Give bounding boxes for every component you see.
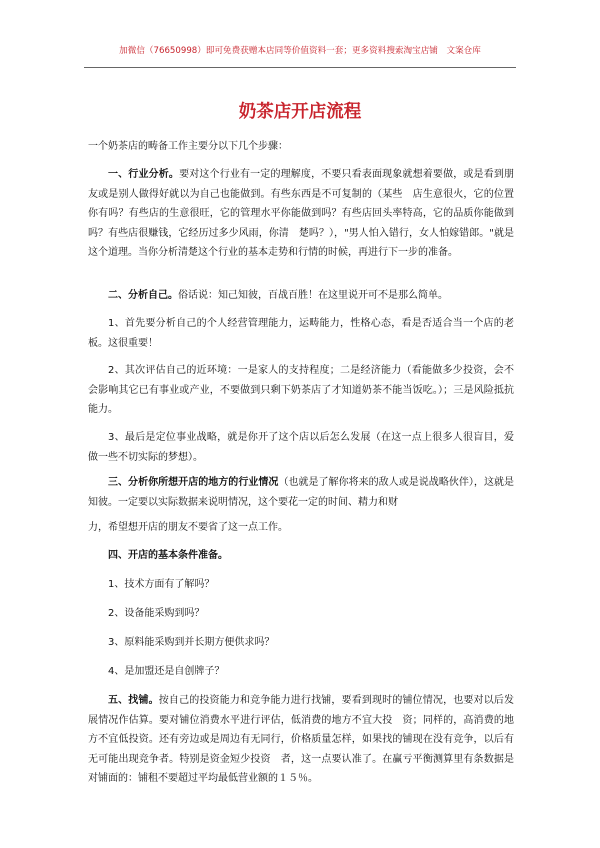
intro-paragraph: 一个奶茶店的畴备工作主要分以下几个步骤： [88,141,288,152]
section-heading: 五、找铺。 [108,695,159,706]
section-text: 按自己的投资能力和竞争能力进行找铺，要看到现时的铺位情况，也要对以后发展情况作估算。要对铺位消费水平进行评估，低消费的地方不宜大投 资；同样的，高消费的地方不宜低投资。还有旁边或是周边有无同行，价格质量怎样，如果找的铺现在没有竞争，以后有无可能出现竞争者。特别是资金短少投资 者，这一点要认准了。在赢亏平衡测算里有条数据是对铺面的：铺租不要超过平均最低营业额的１５％。 [88,695,515,784]
section-heading: 三、分析你所想开店的地方的行业情况 [108,477,279,488]
list-item: 4、是加盟还是自创牌子？ [108,666,225,677]
list-item: 3、原料能采购到并长期方便供求吗？ [108,637,275,648]
list-item: 2、其次评估自己的近环境：一是家人的支持程度；二是经济能力（看能做多少投资，会不会影响其它已有事业或产业，不要做到只剩下奶茶店了才知道奶茶不能当饭吃。）；三是风险抵抗能力。 [88,365,514,415]
section-heading: 一、行业分析。 [108,169,180,180]
section-text: 要对这个行业有一定的理解度，不要只看表面现象就想着要做，或是看到朋友或是别人做得好就以为自己也能做到。有些东西是不可复制的（某些 店生意很火，它的位置你有吗？有些店的生意很旺，它的管理水平你能做到吗？有些店回头率特高，它的品质你能做到吗？有些店很赚钱，它经历过多少风雨，你清 楚吗？），"男人怕入错行，女人怕嫁错郎。"就是这个道理。当你分析清楚这个行业的基本走势和行情的时候，再进行下一步的准备。 [88,169,515,258]
section-heading: 四、开店的基本条件准备。 [108,550,228,561]
section-text-continued: 力，希望想开店的朋友不要省了这一点工作。 [88,522,288,533]
section-basic-conditions [88,546,514,566]
promo-banner: 加微信（76650998）即可免费获赠本店同等价值资料一套；更多资料搜索淘宝店铺 文案仓库 [119,46,481,56]
header-divider [84,67,516,68]
section-heading: 二、分析自己。 [108,290,178,301]
list-item: 1、首先要分析自己的个人经营管理能力，运畴能力，性格心态，看是否适合当一个店的老板。这很重要！ [88,318,514,349]
section-market-analysis [88,473,514,512]
list-item: 2、设备能采购到吗？ [108,608,205,619]
section-industry-analysis [88,165,514,263]
list-item: 3、最后是定位事业战略，就是你开了这个店以后怎么发展（在这一点上很多人很盲目，爱做一些不切实际的梦想）。 [88,432,514,463]
section-find-shop [88,691,514,789]
section-self-analysis [88,286,514,306]
document-title: 奶茶店开店流程 [238,101,362,122]
section-text: 俗话说：知己知彼，百战百胜！在这里说开可不是那么简单。 [178,290,448,301]
list-item: 1、技术方面有了解吗？ [108,579,215,590]
section-text: （也就是了解你将来的敌人或是说战略伙伴），这就是知彼。一定要以实际数据来说明情况，这个要花一定的时间、精力和财 [88,477,515,508]
